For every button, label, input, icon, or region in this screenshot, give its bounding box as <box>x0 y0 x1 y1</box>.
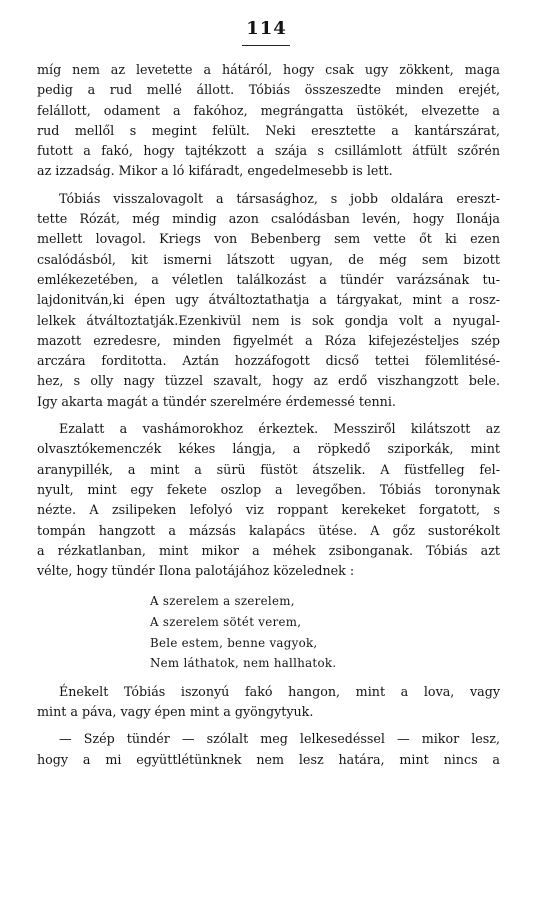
poem-verse: Bele estem, benne vagyok, <box>150 635 318 650</box>
text-line: Igy akarta magát a tündér szerelmére érdemessé tenni. <box>37 393 396 409</box>
text-line: — Szép tündér — szólalt meg lelkesedéssel — mikor lesz, <box>59 731 500 747</box>
text-line: felállott, odament a fakóhoz, megrángatta üstökét, elvezette a <box>37 102 500 118</box>
header-rule <box>242 45 290 46</box>
text-line: lelkek átváltoztatják.Ezenkivül nem is sok gondja volt a nyugal- <box>37 312 500 328</box>
paragraph <box>37 682 500 723</box>
text-line: vélte, hogy tündér Ilona palotájához közelednek : <box>37 563 355 579</box>
text-line: Ezalatt a vashámorokhoz érkeztek. Messziről kilátszott az <box>59 421 500 437</box>
text-line: míg nem az levetette a hátáról, hogy csak ugy zökkent, maga <box>37 62 500 77</box>
text-line: pedig a rud mellé állott. Tóbiás összeszedte minden erejét, <box>37 82 500 98</box>
text-line: rud mellől s megint felült. Neki eresztette a kantárszárat, <box>37 122 500 138</box>
text-line: tompán hangzott a mázsás kalapács ütése. A gőz sustorékolt <box>37 522 500 538</box>
text-line: nézte. A zsilipeken lefolyó viz roppant kerekeket forgatott, s <box>37 502 500 518</box>
paragraph <box>37 729 500 770</box>
text-line: nyult, mint egy fekete oszlop a levegőben. Tóbiás toronynak <box>37 481 500 497</box>
text-line: hez, s olly nagy tüzzel szavalt, hogy az erdő viszhangzott bele. <box>37 373 500 389</box>
text-line: lajdonitván,ki épen ugy átváltoztathatja a tárgyakat, mint a rosz- <box>37 292 500 308</box>
poem-verse: A szerelem a szerelem, <box>150 594 295 609</box>
text-line: Tóbiás visszalovagolt a társasághoz, s jobb oldalára ereszt- <box>59 190 500 206</box>
page-number: 114 <box>246 18 287 39</box>
poem-verse: Nem láthatok, nem hallhatok. <box>150 656 337 671</box>
text-line: mellett lovagol. Kriegs von Bebenberg sem vette őt ki ezen <box>37 231 500 247</box>
text-line: arczára forditotta. Aztán hozzáfogott dicső tettei fölemlitésé- <box>37 353 500 369</box>
text-line: mint a páva, vagy épen mint a gyöngytyuk. <box>37 704 314 720</box>
text-line: emlékezetében, a véletlen találkozást a tündér varázsának tu- <box>37 271 500 287</box>
paragraph <box>37 60 500 182</box>
text-line: az izzadság. Mikor a ló kifáradt, engedelmesebb is lett. <box>37 163 393 179</box>
text-line: mazott ezredesre, minden figyelmét a Róza kifejezésteljes szép <box>37 332 500 348</box>
text-line: hogy a mi együttlétünknek nem lesz határa, mint nincs a <box>37 751 500 767</box>
paragraph <box>37 419 500 581</box>
poem <box>150 591 500 673</box>
body-text <box>37 60 500 770</box>
text-line: tette Rózát, még mindig azon csalódásban levén, hogy Ilonája <box>37 211 500 227</box>
text-line: Énekelt Tóbiás iszonyú fakó hangon, mint a lova, vagy <box>59 683 500 699</box>
text-line: a rézkatlanban, mint mikor a méhek zsibonganak. Tóbiás azt <box>37 542 500 558</box>
text-line: futott a fakó, hogy tajtékzott a szája s csillámlott átfült szőrén <box>37 143 500 159</box>
poem-verse: A szerelem sötét verem, <box>150 615 302 630</box>
paragraph <box>37 189 500 412</box>
text-line: aranypillék, a mint a sürü füstöt átszelik. A füstfelleg fel- <box>37 461 500 477</box>
text-line: csalódásból, kit ismerni látszott ugyan, de még sem bizott <box>37 251 500 267</box>
text-line: olvasztókemenczék kékes lángja, a röpkedő sziporkák, mint <box>37 441 500 457</box>
